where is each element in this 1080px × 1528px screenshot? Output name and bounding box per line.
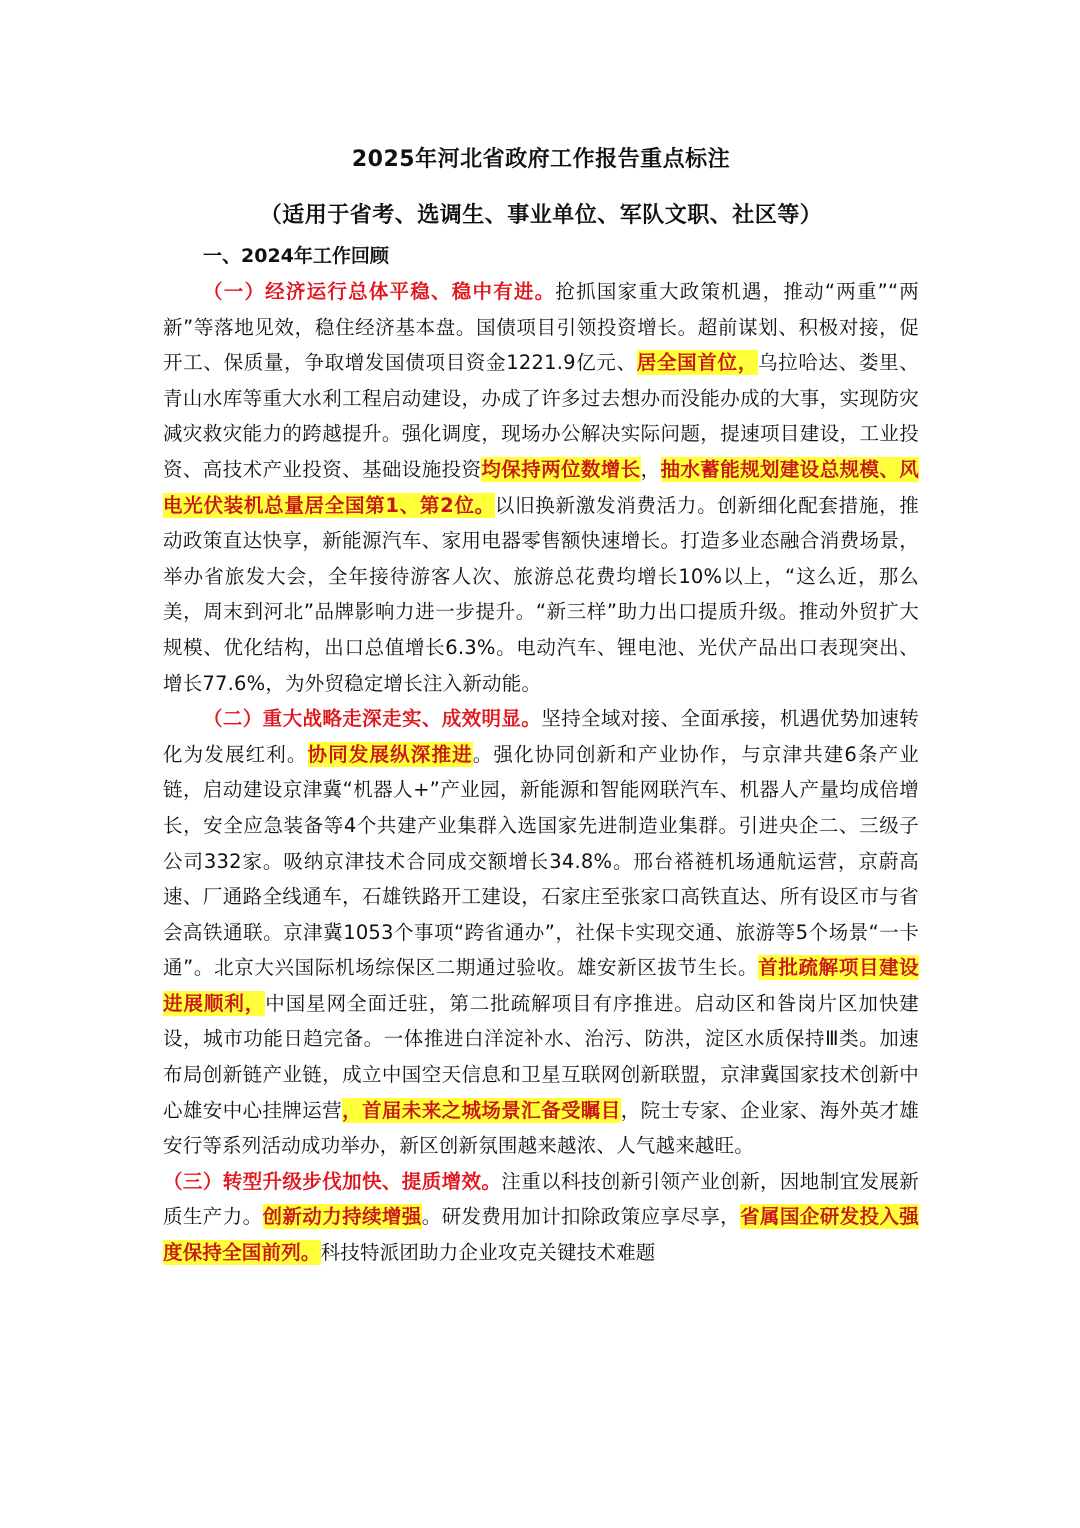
document-subtitle: （适用于省考、选调生、事业单位、军队文职、社区等） bbox=[259, 203, 823, 228]
document-page bbox=[163, 138, 919, 1271]
paragraph-text: 坚持全域对接、全面承接，机遇优势加速转化为发展红利。 bbox=[163, 707, 919, 766]
paragraph-lead-economy: （一）经济运行总体平稳、稳中有进。 bbox=[203, 280, 556, 303]
paragraph-text: 。强化协同创新和产业协作，与京津共建6条产业链，启动建设京津冀“机器人+”产业园，新能源和智能网联汽车、机器人产量均成倍增长，安全应急装备等4个共建产业集群入选国家先进制造业集群。引进央企二、三级子公司332家。吸纳京津技术合同成交额增长34.8%。邢台褡裢机场通航运营，京蔚高速、厂通路全线通车，石雄铁路开工建设，石家庄至张家口高铁直达、所有设区市与省会高铁通联。京津冀1053个事项“跨省通办”，社保卡实现交通、旅游等5个场景“一卡通”。北京大兴国际机场综保区二期通过验收。雄安新区拔节生长。 bbox=[163, 742, 919, 980]
paragraph-text: 中国星网全面迁驻，第二批疏解项目有序推进。启动区和昝岗片区加快建设，城市功能日趋完备。一体推进白洋淀补水、治污、防洪，淀区水质保持Ⅲ类。加速布局创新链产业链，成立中国空天信息和卫星互联网创新联盟，京津冀国家技术创新中心雄安中心挂牌运营 bbox=[163, 991, 919, 1122]
paragraph-text: ，院士专家、企业家、海外英才雄安行等系列活动成功举办，新区创新氛围越来越浓、人气越来越旺。 bbox=[163, 1098, 919, 1158]
section-heading-work-review: 一、2024年工作回顾 bbox=[203, 245, 389, 267]
highlight-text: 创新动力持续增强 bbox=[262, 1205, 422, 1229]
highlight-text: 均保持两位数增长 bbox=[481, 457, 641, 481]
highlight-text: 首批疏解项目建设进展顺利， bbox=[163, 956, 919, 1015]
highlight-text: 抽水蓄能规划建设总规模、风电光伏装机总量居全国第1、第2位。 bbox=[163, 457, 919, 517]
document-title: 2025年河北省政府工作报告重点标注 bbox=[351, 147, 731, 172]
paragraph-transformation bbox=[163, 1164, 919, 1271]
paragraph-strategy bbox=[163, 701, 919, 1164]
paragraph-economy bbox=[163, 274, 919, 701]
paragraph-text: 科技特派团助力企业攻克关键技术难题 bbox=[320, 1241, 656, 1265]
highlight-text: 省属国企研发投入强度保持全国前列。 bbox=[163, 1205, 919, 1265]
paragraph-lead-strategy: （二）重大战略走深走实、成效明显。 bbox=[203, 707, 542, 731]
paragraph-text: 以旧换新激发消费活力。创新细化配套措施，推动政策直达快享，新能源汽车、家用电器零售额快速增长。打造多业态融合消费场景，举办省旅发大会，全年接待游客人次、旅游总花费均增长10%以上，“这么近，那么美，周末到河北”品牌影响力进一步提升。“新三样”助力出口提质升级。推动外贸扩大规模、优化结构，出口总值增长6.3%。电动汽车、锂电池、光伏产品出口表现突出、增长77.6%，为外贸稳定增长注入新动能。 bbox=[163, 493, 919, 695]
paragraph-text: 。研发费用加计扣除政策应享尽享， bbox=[421, 1205, 741, 1229]
highlight-text: 居全国首位， bbox=[636, 351, 758, 375]
paragraph-lead-transformation: （三）转型升级步伐加快、提质增效。 bbox=[163, 1169, 502, 1193]
paragraph-text: 抢抓国家重大政策机遇，推动“两重”“两新”等落地见效，稳住经济基本盘。国债项目引领投资增长。超前谋划、积极对接，促开工、保质量，争取增发国债项目资金1221.9亿元、 bbox=[163, 280, 920, 375]
paragraph-text: 乌拉哈达、娄里、青山水库等重大水利工程启动建设，办成了许多过去想办而没能办成的大事，实现防灾减灾救灾能力的跨越提升。强化调度，现场办公解决实际问题，提速项目建设，工业投资、高技术产业投资、基础设施投资 bbox=[163, 351, 919, 481]
highlight-text: ，首届未来之城场景汇备受瞩目 bbox=[342, 1098, 621, 1122]
paragraph-text: ， bbox=[640, 457, 661, 481]
paragraph-text: 注重以科技创新引领产业创新，因地制宜发展新质生产力。 bbox=[163, 1169, 919, 1229]
highlight-text: 协同发展纵深推进 bbox=[307, 742, 473, 766]
